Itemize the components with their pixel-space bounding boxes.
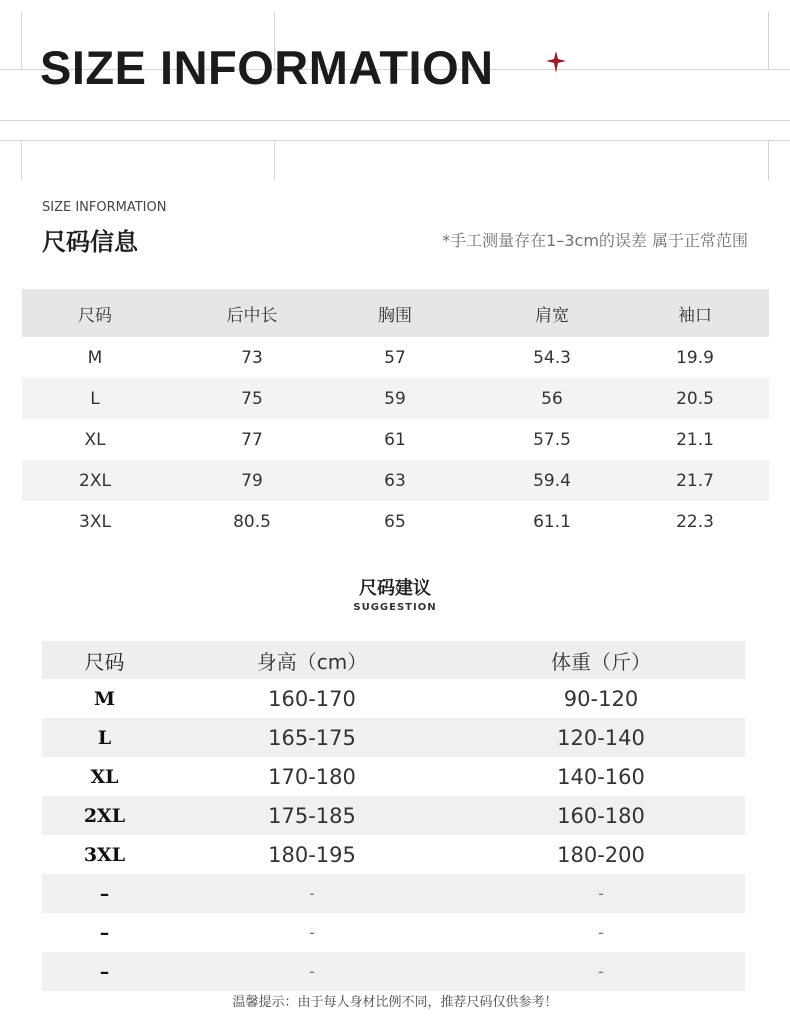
header-cell: 胸围 — [378, 305, 412, 326]
header-cell: 尺码 — [78, 305, 112, 326]
table-cell: – — [99, 882, 110, 905]
table-cell: 90-120 — [563, 686, 639, 711]
header-grid-line — [21, 12, 22, 70]
measurement-note: *手工测量存在1–3cm的误差 属于正常范围 — [442, 231, 748, 250]
table-cell: 73 — [241, 347, 263, 368]
table-cell: – — [99, 921, 110, 944]
table-cell: 170-180 — [268, 764, 356, 789]
table-cell: 65 — [384, 511, 406, 532]
table-cell: - — [309, 884, 315, 903]
table-cell: 19.9 — [676, 347, 714, 368]
table-cell: - — [598, 884, 604, 903]
suggestion-title-en: SUGGESTION — [353, 602, 437, 613]
suggestion-table-header — [42, 641, 745, 679]
section-subtitle-en: SIZE INFORMATION — [42, 200, 167, 215]
header-cell: 尺码 — [84, 649, 125, 674]
table-row — [42, 757, 745, 796]
section-title-cn: 尺码信息 — [42, 228, 138, 256]
suggestion-table — [42, 641, 745, 991]
table-row — [22, 419, 769, 460]
table-cell: L — [97, 726, 112, 749]
header-cell: 体重（斤） — [551, 649, 651, 674]
table-row — [22, 378, 769, 419]
table-cell: 22.3 — [676, 511, 714, 532]
table-cell: 3XL — [83, 843, 126, 866]
header-grid-line — [768, 12, 769, 70]
table-cell: 20.5 — [676, 388, 714, 409]
size-table — [22, 289, 769, 542]
table-cell: M — [87, 347, 103, 368]
size-table-header — [22, 289, 769, 337]
table-cell: 63 — [384, 470, 406, 491]
table-cell: 61 — [384, 429, 406, 450]
header-grid-line — [21, 140, 22, 180]
table-row — [22, 337, 769, 378]
table-row — [42, 835, 745, 874]
table-cell: XL — [84, 429, 106, 450]
table-cell: 2XL — [79, 470, 111, 491]
table-cell: 56 — [541, 388, 563, 409]
table-cell: 140-160 — [557, 764, 645, 789]
sparkle-icon — [546, 51, 566, 73]
table-cell: 59 — [384, 388, 406, 409]
table-cell: 160-170 — [268, 686, 356, 711]
header-cell: 身高（cm） — [256, 649, 368, 674]
table-cell: 21.1 — [676, 429, 714, 450]
header-grid-line — [768, 140, 769, 180]
table-row — [42, 874, 745, 913]
table-cell: - — [598, 923, 604, 942]
page-title: SIZE INFORMATION — [40, 41, 494, 94]
header-grid-line — [0, 140, 790, 141]
header-grid-line — [0, 120, 790, 121]
table-row — [22, 460, 769, 501]
table-cell: 180-200 — [557, 842, 645, 867]
table-cell: – — [99, 960, 110, 983]
table-cell: 79 — [241, 470, 263, 491]
table-cell: - — [309, 923, 315, 942]
table-row — [42, 679, 745, 718]
table-row — [22, 501, 769, 542]
table-cell: 2XL — [83, 804, 126, 827]
table-cell: 57 — [384, 347, 406, 368]
table-row — [42, 796, 745, 835]
table-cell: XL — [90, 765, 119, 788]
table-cell: 54.3 — [533, 347, 571, 368]
table-cell: 160-180 — [557, 803, 645, 828]
table-cell: 57.5 — [533, 429, 571, 450]
table-cell: 59.4 — [533, 470, 571, 491]
table-cell: 3XL — [79, 511, 111, 532]
table-cell: 80.5 — [233, 511, 271, 532]
table-cell: 175-185 — [268, 803, 356, 828]
table-cell: 21.7 — [676, 470, 714, 491]
table-cell: 61.1 — [533, 511, 571, 532]
table-cell: - — [598, 962, 604, 981]
header-cell: 肩宽 — [535, 305, 569, 326]
table-cell: 120-140 — [557, 725, 645, 750]
suggestion-title-cn: 尺码建议 — [359, 578, 431, 599]
table-row — [42, 952, 745, 991]
table-row — [42, 718, 745, 757]
table-cell: M — [93, 687, 116, 710]
table-row — [42, 913, 745, 952]
header-cell: 后中长 — [226, 305, 278, 326]
header-grid-line — [274, 140, 275, 180]
table-cell: - — [309, 962, 315, 981]
header-cell: 袖口 — [678, 305, 712, 326]
table-cell: 77 — [241, 429, 263, 450]
table-cell: 75 — [241, 388, 263, 409]
table-cell: 165-175 — [268, 725, 356, 750]
table-cell: L — [90, 388, 100, 409]
footer-tip: 温馨提示：由于每人身材比例不同，推荐尺码仅供参考！ — [232, 995, 558, 1010]
table-cell: 180-195 — [268, 842, 356, 867]
